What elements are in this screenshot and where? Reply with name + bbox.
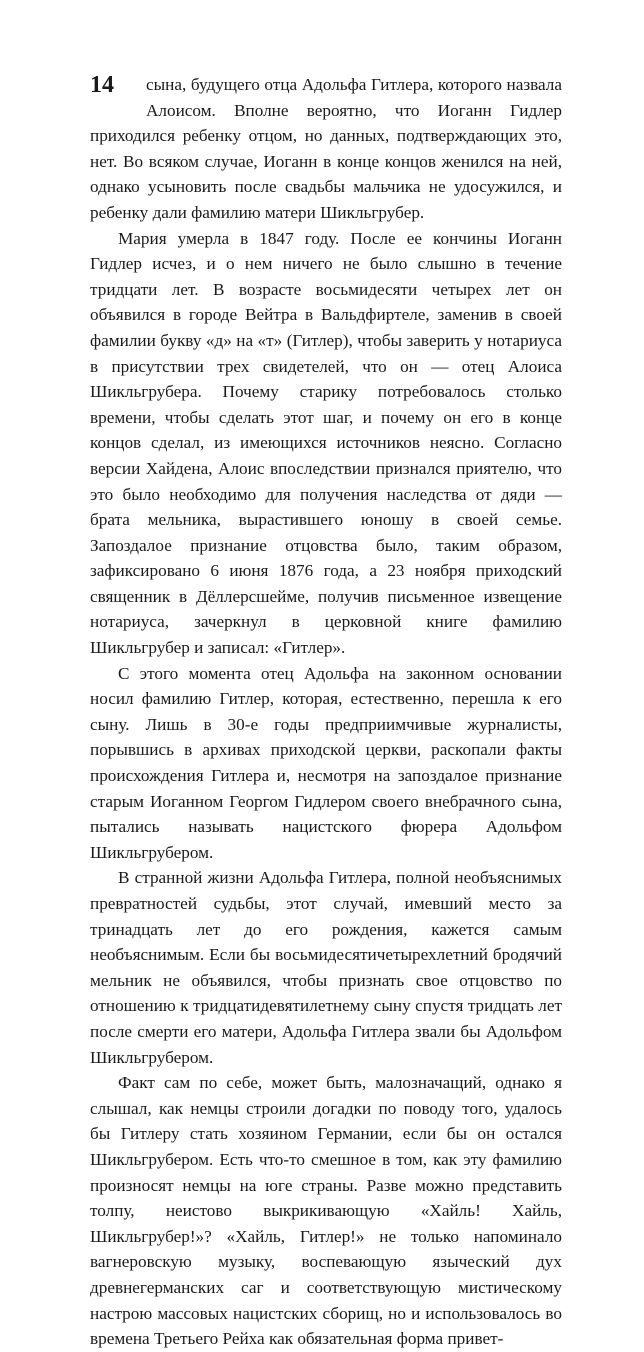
- paragraph-4: В странной жизни Адольфа Гитлера, полной необъяснимых превратностей судьбы, этот случай, имевший место за тринадцать лет до его рождения, кажется самым необъяснимым. Если бы восьмидесятичетырехлетний бродячий мельник не объявился, чтобы признать свое отцовство по отношению к тридцатидевятилетнему сыну спустя тридцать лет после смерти его матери, Адольфа Гитлера звали бы Адольфом Шикльгрубером.: [90, 868, 562, 1067]
- paragraph-3: С этого момента отец Адольфа на законном основании носил фамилию Гитлер, которая, естественно, перешла к его сыну. Лишь в 30-е годы предприимчивые журналисты, порывшись в архивах приходской церкви, раскопали факты происхождения Гитлера и, несмотря на запоздалое признание старым Иоганном Георгом Гидлером своего внебрачного сына, пытались называть нацистского фюрера Адольфом Шикльгрубером.: [90, 663, 562, 862]
- page-number: 14: [90, 72, 114, 98]
- paragraph-1: [90, 72, 562, 226]
- paragraph-2: Мария умерла в 1847 году. После ее кончины Иоганн Гидлер исчез, и о нем ничего не было слышно в течение тридцати лет. В возрасте восьмидесяти четырех лет он объявился в городе Вейтра в Вальдфиртеле, заменив в своей фамилии букву «д» на «т» (Гитлер), чтобы заверить у нотариуса в присутствии трех свидетелей, что он — отец Алоиса Шикльгрубера. Почему старику потребовалось столько времени, чтобы сделать этот шаг, и почему он его в конце концов сделал, из имеющихся источников неясно. Согласно версии Хайдена, Алоис впоследствии признался приятелю, что это было необходимо для получения наследства от дяди — брата мельника, вырастившего юношу в своей семье. Запоздалое признание отцовства было, таким образом, зафиксировано 6 июня 1876 года, а 23 ноября приходский священник в Дёллерсшейме, получив письменное извещение нотариуса, зачеркнул в церковной книге фамилию Шикльгрубер и записал: «Гитлер».: [90, 228, 562, 658]
- body-text: [90, 72, 562, 1352]
- paragraph-5: Факт сам по себе, может быть, малозначащий, однако я слышал, как немцы строили догадки по поводу того, удалось бы Гитлеру стать хозяином Германии, если бы он остался Шикльгрубером. Есть что-то смешное в том, как эту фамилию произносят немцы на юге страны. Разве можно представить толпу, неистово выкрикивающую «Хайль! Хайль, Шикльгрубер!»? «Хайль, Гитлер!» не только напоминало вагнеровскую музыку, воспевающую языческий дух древнегерманских саг и соответствующую мистическому настрою массовых нацистских сборищ, но и использовалось во времена Третьего Рейха как обязательная форма привет-: [90, 1073, 562, 1349]
- paragraph-1-text: сына, будущего отца Адольфа Гитлера, которого назвала Алоисом. Вполне вероятно, что Иоганн Гидлер приходился ребенку отцом, но данных, подтверждающих это, нет. Во всяком случае, Иоганн в конце концов женился на ней, однако усыновить после свадьбы мальчика не удосужился, и ребенку дали фамилию матери Шикльгрубер.: [90, 75, 562, 222]
